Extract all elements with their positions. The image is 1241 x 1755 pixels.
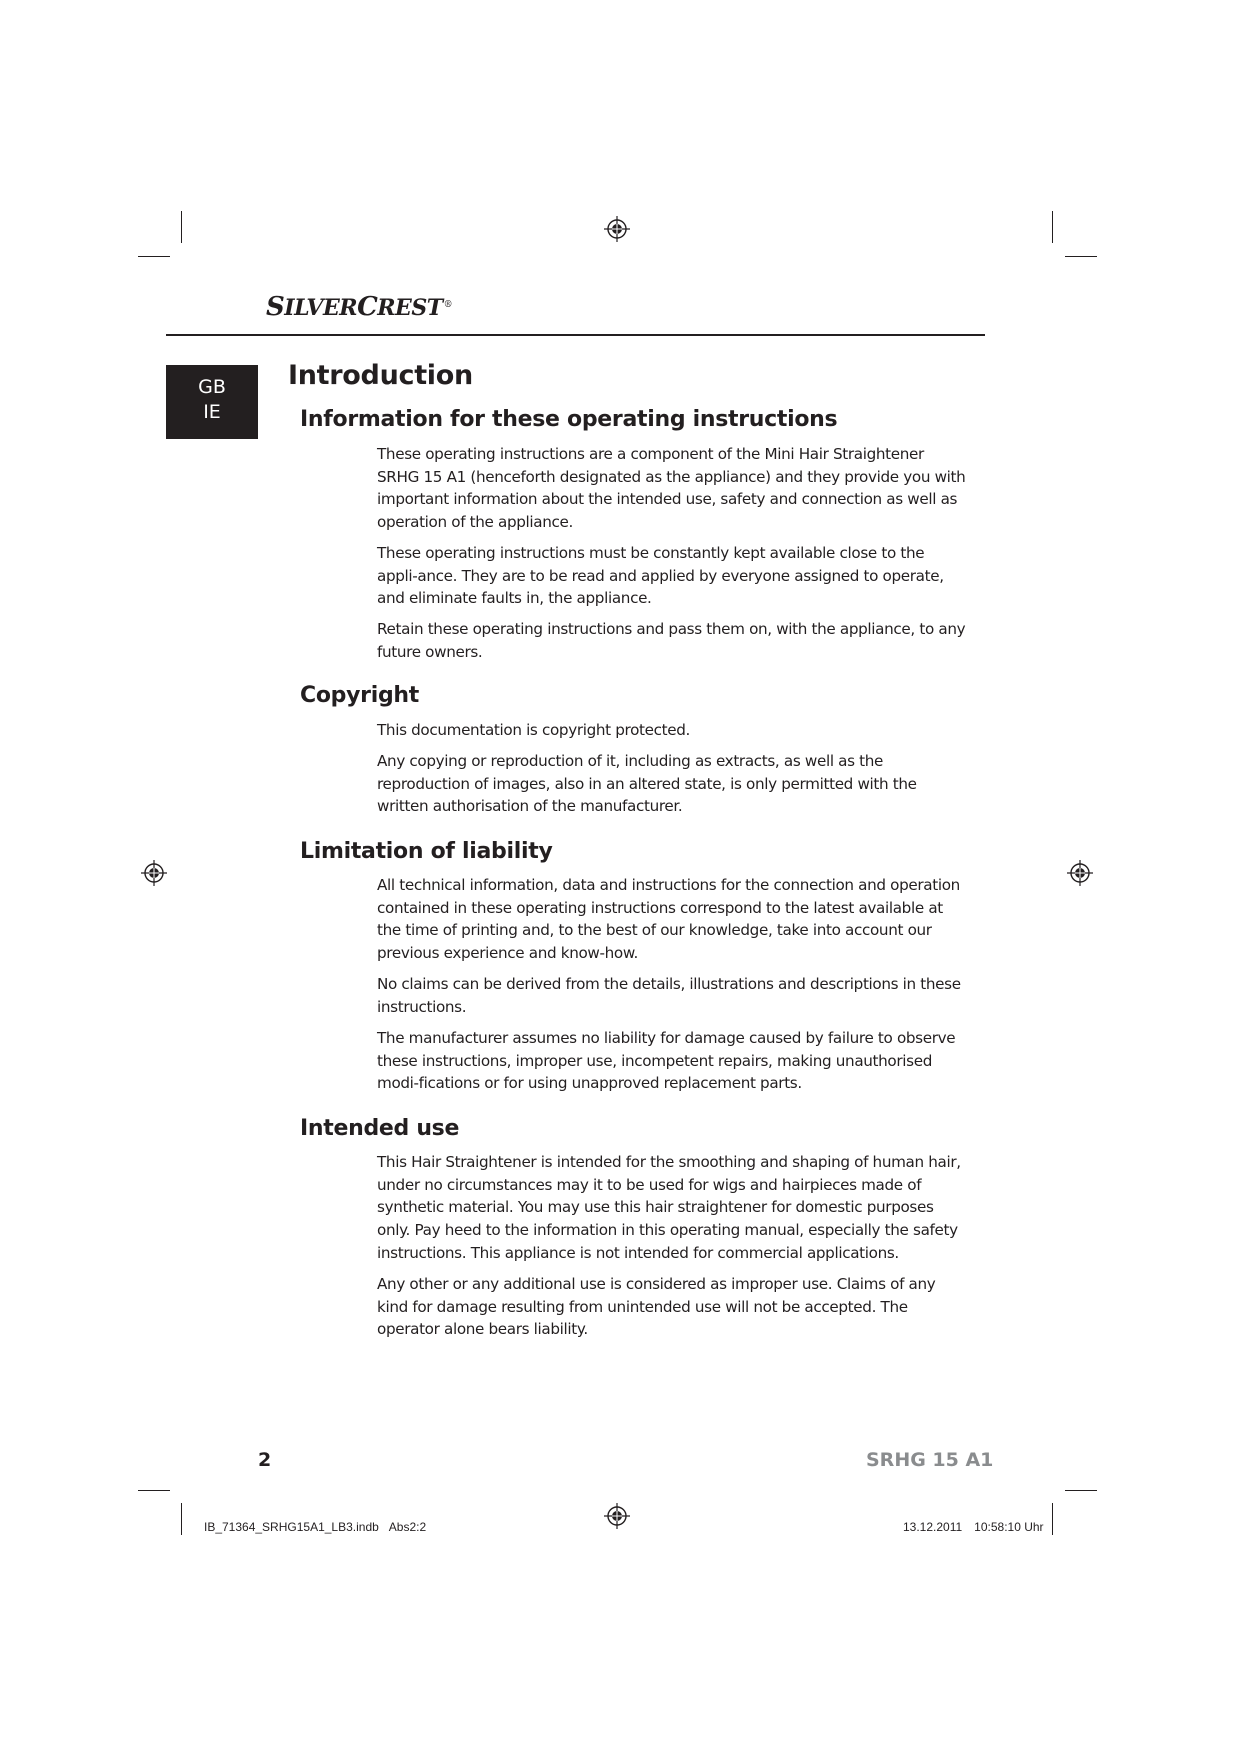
slug-time: 10:58:10 Uhr <box>974 1520 1044 1534</box>
paragraph: This documentation is copyright protected. <box>377 721 691 739</box>
registration-mark-icon <box>141 860 167 886</box>
registration-mark-icon <box>604 216 630 242</box>
brand-crest-rest: REST <box>377 295 443 321</box>
model-number: SRHG 15 A1 <box>866 1449 994 1471</box>
header-divider <box>166 334 985 336</box>
print-slug-timestamp <box>903 1520 1044 1534</box>
language-tab <box>166 365 258 439</box>
language-code-gb: GB <box>198 376 226 398</box>
paragraph: All technical information, data and instructions for the connection and operation contained in these operating instructions correspond to the latest available at the time of printing and, to the best of our knowledge, take into account our previous experience and know-how. <box>377 876 960 963</box>
page-title: Introduction <box>288 360 473 391</box>
print-slug-file <box>204 1520 426 1534</box>
paragraph: This Hair Straightener is intended for the smoothing and shaping of human hair, under no circumstances may it to be used for wigs and hairpieces made of synthetic material. You may use this hair straightener for domestic purposes only. Pay heed to the information in this operating manual, especially the safety instructions. This appliance is not intended for commercial applications. <box>377 1153 961 1262</box>
paragraph: No claims can be derived from the details, illustrations and descriptions in these instructions. <box>377 975 961 1016</box>
brand-logo <box>266 292 452 322</box>
crop-mark-bottom-right-horizontal <box>1065 1490 1097 1491</box>
section-heading-intended-use: Intended use <box>300 1116 460 1141</box>
brand-silver-rest: ILVER <box>284 295 358 321</box>
crop-mark-top-right-horizontal <box>1065 256 1097 257</box>
paragraph: Any copying or reproduction of it, including as extracts, as well as the reproduction of images, also in an altered state, is only permitted with the written authorisation of the manufacturer. <box>377 752 917 816</box>
slug-date: 13.12.2011 <box>903 1520 963 1534</box>
section-heading-information: Information for these operating instructions <box>300 407 838 432</box>
brand-registered-mark: ® <box>443 299 453 310</box>
paragraph: Any other or any additional use is considered as improper use. Claims of any kind for damage resulting from unintended use will not be accepted. The operator alone bears liability. <box>377 1275 936 1339</box>
paragraph: These operating instructions must be constantly kept available close to the appli-ance. They are to be read and applied by everyone assigned to operate, and eliminate faults in, the appliance. <box>377 544 944 608</box>
crop-mark-bottom-right-vertical <box>1052 1503 1053 1535</box>
paragraph: These operating instructions are a component of the Mini Hair Straightener SRHG 15 A1 (henceforth designated as the appliance) and they provide you with important information about the intended use, safety and connection as well as operation of the appliance. <box>377 445 966 532</box>
slug-filename: IB_71364_SRHG15A1_LB3.indb <box>204 1520 379 1534</box>
brand-crest-initial: C <box>357 292 378 322</box>
registration-mark-icon <box>1067 860 1093 886</box>
language-code-ie: IE <box>203 401 221 423</box>
section-heading-liability: Limitation of liability <box>300 839 553 864</box>
crop-mark-top-right-vertical <box>1052 211 1053 243</box>
paragraph: The manufacturer assumes no liability for damage caused by failure to observe these instructions, improper use, incompetent repairs, making unauthorised modi-fications or for using unapproved replacement parts. <box>377 1029 956 1093</box>
section-heading-copyright: Copyright <box>300 683 419 708</box>
crop-mark-bottom-left-horizontal <box>138 1490 170 1491</box>
registration-mark-icon <box>604 1503 630 1529</box>
crop-mark-top-left-vertical <box>181 211 182 243</box>
brand-silver-initial: S <box>266 292 285 322</box>
slug-page-ref: Abs2:2 <box>388 1520 427 1534</box>
paragraph: Retain these operating instructions and pass them on, with the appliance, to any future owners. <box>377 620 966 661</box>
crop-mark-bottom-left-vertical <box>181 1503 182 1535</box>
page-number: 2 <box>258 1449 272 1471</box>
crop-mark-top-left-horizontal <box>138 256 170 257</box>
